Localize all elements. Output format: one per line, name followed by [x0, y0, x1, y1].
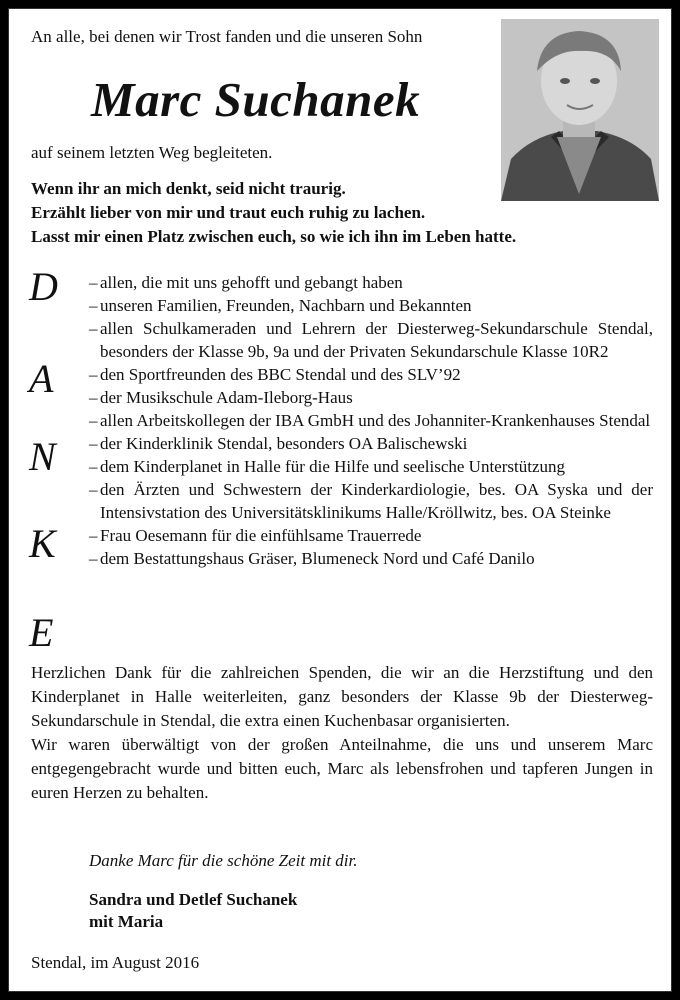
list-item: – allen Schulkameraden und Lehrern der Diesterweg-Sekundarschule Stendal, besonders der Klasse 9b, 9a und der Privaten Sekundarschule Klasse 10R2 — [89, 319, 653, 361]
signature-line: mit Maria — [89, 912, 164, 931]
place-date: Stendal, im August 2016 — [31, 953, 200, 972]
closing-paragraph: Herzlichen Dank für die zahlreichen Spenden, die wir an die Herzstiftung und den Kinderplanet in Halle weiterleiten, ganz besonders der Klasse 9b der Diesterweg-Sekundarschule in Stendal, die extra einen Kuchenbasar organisierten. — [31, 663, 653, 730]
follow-line: auf seinem letzten Weg begleiteten. — [31, 143, 273, 162]
poem — [31, 177, 516, 249]
list-item: – der Kinderklinik Stendal, besonders OA Balischewski — [89, 434, 468, 453]
danke-letter-k: K — [29, 521, 56, 566]
intro-line: An alle, bei denen wir Trost fanden und die unseren Sohn — [31, 27, 423, 46]
danke-letter-a: A — [29, 356, 54, 401]
signature-line: Sandra und Detlef Suchanek — [89, 890, 298, 909]
poem-line: Wenn ihr an mich denkt, seid nicht traurig. — [31, 179, 346, 198]
list-item: – der Musikschule Adam-Ileborg-Haus — [89, 388, 353, 407]
danke-letter-n: N — [29, 434, 56, 479]
portrait-photo — [501, 19, 659, 201]
list-item: – den Sportfreunden des BBC Stendal und des SLV’92 — [89, 365, 461, 384]
obituary-notice — [8, 8, 672, 992]
list-item: – Frau Oesemann für die einfühlsame Trauerrede — [89, 526, 422, 545]
motto: Danke Marc für die schöne Zeit mit dir. — [89, 851, 358, 870]
list-item: – dem Kinderplanet in Halle für die Hilfe und seelische Unterstützung — [89, 457, 565, 476]
danke-letter-d: D — [29, 264, 58, 309]
closing-text — [31, 661, 653, 805]
thanks-list — [89, 271, 653, 570]
list-item: – dem Bestattungshaus Gräser, Blumeneck Nord und Café Danilo — [89, 549, 535, 568]
poem-line: Erzählt lieber von mir und traut euch ruhig zu lachen. — [31, 203, 426, 222]
list-item: – unseren Familien, Freunden, Nachbarn und Bekannten — [89, 296, 472, 315]
list-item: – den Ärzten und Schwestern der Kinderkardiologie, bes. OA Syska und der Intensivstation des Universitätsklinikums Halle/Kröllwitz, bes. OA Steinke — [89, 480, 653, 522]
poem-line: Lasst mir einen Platz zwischen euch, so wie ich ihn im Leben hatte. — [31, 227, 517, 246]
deceased-name: Marc Suchanek — [91, 72, 421, 127]
list-item: – allen Arbeitskollegen der IBA GmbH und des Johanniter-Krankenhauses Stendal — [89, 411, 651, 430]
signature — [89, 889, 297, 933]
danke-letter-e: E — [29, 610, 54, 655]
list-item: – allen, die mit uns gehofft und gebangt haben — [89, 273, 403, 292]
closing-paragraph: Wir waren überwältigt von der großen Anteilnahme, die uns und unserem Marc entgegengebracht wurde und bitten euch, Marc als lebensfrohen und tapferen Jungen in euren Herzen zu behalten. — [31, 735, 653, 802]
